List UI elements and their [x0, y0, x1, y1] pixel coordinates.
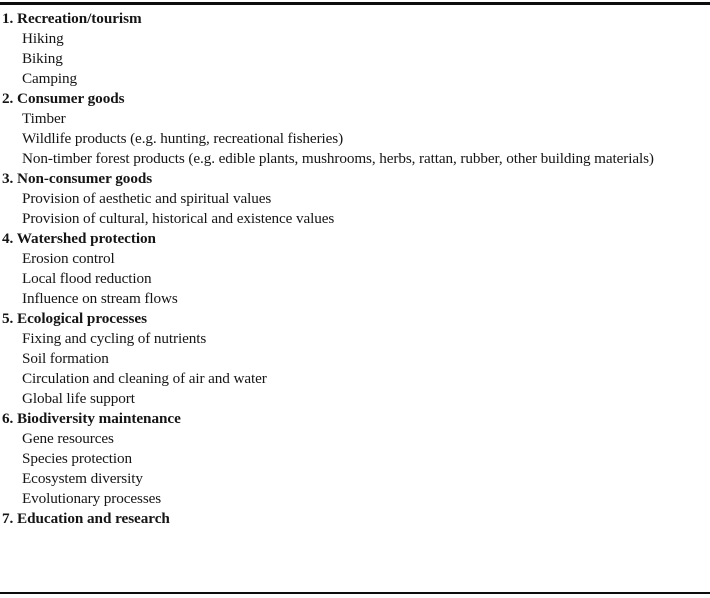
category-group	[0, 89, 710, 169]
category-items	[0, 249, 710, 309]
list-item: Evolutionary processes	[22, 490, 162, 507]
category-group	[0, 309, 710, 409]
category-items	[0, 189, 710, 229]
list-item: Biking	[22, 50, 63, 67]
category-list	[0, 9, 710, 529]
category-heading: 6. Biodiversity maintenance	[2, 410, 181, 427]
list-item: Provision of cultural, historical and existence values	[22, 210, 335, 227]
list-item: Timber	[22, 110, 66, 127]
top-horizontal-rule	[0, 2, 710, 5]
category-group	[0, 169, 710, 229]
list-item: Provision of aesthetic and spiritual values	[22, 190, 272, 207]
category-items	[0, 29, 710, 89]
category-heading: 4. Watershed protection	[2, 230, 156, 247]
category-group	[0, 9, 710, 89]
list-item: Camping	[22, 70, 77, 87]
list-item: Wildlife products (e.g. hunting, recreational fisheries)	[22, 130, 344, 147]
list-item: Local flood reduction	[22, 270, 152, 287]
list-item: Soil formation	[22, 350, 109, 367]
category-items	[0, 329, 710, 409]
list-item: Global life support	[22, 390, 135, 407]
list-item: Circulation and cleaning of air and water	[22, 370, 267, 387]
list-item: Non-timber forest products (e.g. edible plants, mushrooms, herbs, rattan, rubber, other building materials)	[22, 150, 654, 167]
category-group	[0, 229, 710, 309]
category-group	[0, 509, 710, 529]
list-item: Fixing and cycling of nutrients	[22, 330, 207, 347]
list-item: Gene resources	[22, 430, 114, 447]
category-items	[0, 109, 710, 169]
category-group	[0, 409, 710, 509]
bottom-horizontal-rule	[0, 592, 710, 594]
list-item: Ecosystem diversity	[22, 470, 143, 487]
category-heading: 5. Ecological processes	[2, 310, 147, 327]
category-heading: 3. Non-consumer goods	[2, 170, 153, 187]
list-item: Species protection	[22, 450, 132, 467]
category-items	[0, 429, 710, 509]
category-heading: 2. Consumer goods	[2, 90, 125, 107]
category-heading: 1. Recreation/tourism	[2, 10, 142, 27]
category-heading: 7. Education and research	[2, 510, 170, 527]
list-item: Influence on stream flows	[22, 290, 178, 307]
list-item: Erosion control	[22, 250, 115, 267]
list-item: Hiking	[22, 30, 64, 47]
